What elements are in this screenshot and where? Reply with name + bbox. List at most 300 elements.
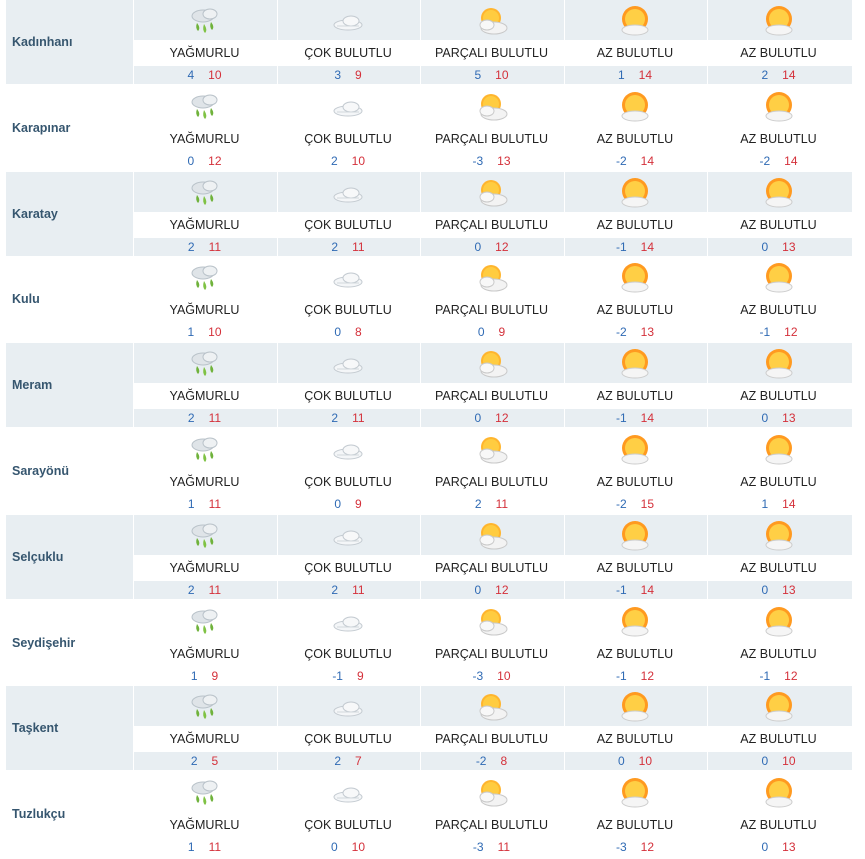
max-temperature: 10: [351, 840, 366, 855]
max-temperature: 13: [640, 325, 655, 340]
min-temperature: -1: [615, 411, 627, 426]
temperature-range: [278, 323, 419, 341]
temperature-range: [565, 667, 706, 685]
cloudy-icon: [331, 92, 365, 124]
temperature-range: [134, 838, 275, 856]
partly-cloudy-icon: [475, 778, 509, 810]
temperature-range: [134, 238, 275, 256]
max-temperature: 14: [640, 582, 655, 597]
mostly-sunny-icon: [762, 92, 796, 124]
max-temperature: 11: [208, 582, 222, 597]
temperature-range: [278, 752, 419, 770]
column-separator: [420, 772, 421, 856]
cloudy-icon: [331, 6, 365, 38]
temperature-range: [708, 409, 849, 427]
condition-label: ÇOK BULUTLU: [304, 646, 392, 661]
max-temperature: 12: [640, 668, 655, 683]
max-temperature: 10: [638, 754, 653, 769]
column-separator: [133, 257, 134, 341]
rain-cloud-icon: [188, 178, 222, 210]
max-temperature: 13: [782, 411, 796, 426]
temperature-range: [134, 495, 275, 513]
partly-cloudy-icon: [475, 435, 509, 467]
mostly-sunny-icon: [618, 92, 652, 124]
forecast-cell: [134, 257, 275, 341]
min-temperature: 0: [761, 754, 769, 769]
max-temperature: 11: [352, 239, 365, 254]
column-separator: [564, 257, 565, 341]
column-separator: [564, 429, 565, 513]
condition-label: ÇOK BULUTLU: [304, 818, 392, 833]
max-temperature: 13: [497, 153, 511, 168]
max-temperature: 14: [784, 153, 798, 168]
forecast-cell: [134, 772, 275, 856]
column-separator: [707, 257, 708, 341]
forecast-cell: [134, 429, 275, 513]
forecast-cell: [708, 601, 849, 685]
column-separator: [277, 257, 278, 341]
city-name[interactable]: Meram: [12, 378, 53, 393]
forecast-cell: [565, 343, 706, 427]
city-name[interactable]: Kulu: [12, 292, 40, 307]
city-name[interactable]: Taşkent: [12, 721, 59, 736]
temperature-range: [565, 838, 706, 856]
forecast-cell: [278, 515, 419, 599]
city-cell: [6, 772, 133, 856]
city-cell: [6, 429, 133, 513]
condition-label: ÇOK BULUTLU: [304, 217, 392, 232]
condition-label: PARÇALI BULUTLU: [435, 474, 548, 489]
temperature-range: [278, 838, 419, 856]
temperature-range: [421, 752, 562, 770]
condition-label: AZ BULUTLU: [740, 474, 817, 489]
partly-cloudy-icon: [475, 92, 509, 124]
forecast-cell: [134, 0, 275, 84]
forecast-row: [6, 257, 852, 343]
condition-label: YAĞMURLU: [169, 818, 240, 833]
forecast-cell: [134, 686, 275, 770]
column-separator: [707, 686, 708, 770]
max-temperature: 10: [497, 668, 511, 683]
temperature-range: [708, 667, 849, 685]
min-temperature: -3: [472, 668, 484, 683]
min-temperature: -1: [615, 239, 627, 254]
min-temperature: 0: [477, 325, 485, 340]
min-temperature: 0: [187, 153, 195, 168]
forecast-row: [6, 515, 852, 601]
condition-label: AZ BULUTLU: [740, 560, 817, 575]
mostly-sunny-icon: [762, 178, 796, 210]
cloudy-icon: [331, 435, 365, 467]
column-separator: [133, 601, 134, 685]
temperature-range: [421, 838, 562, 856]
mostly-sunny-icon: [762, 521, 796, 553]
condition-label: YAĞMURLU: [169, 732, 240, 747]
temperature-range: [708, 152, 849, 170]
forecast-cell: [421, 601, 562, 685]
mostly-sunny-icon: [618, 692, 652, 724]
mostly-sunny-icon: [762, 692, 796, 724]
city-cell: [6, 601, 133, 685]
column-separator: [564, 772, 565, 856]
min-temperature: 2: [331, 411, 339, 426]
forecast-cell: [565, 686, 706, 770]
condition-label: AZ BULUTLU: [740, 389, 817, 404]
temperature-range: [278, 495, 419, 513]
min-temperature: 0: [474, 239, 482, 254]
forecast-cell: [278, 257, 419, 341]
max-temperature: 9: [355, 496, 362, 511]
temperature-range: [278, 66, 419, 84]
min-temperature: -2: [615, 325, 627, 340]
max-temperature: 12: [784, 668, 798, 683]
column-separator: [133, 0, 134, 84]
column-separator: [564, 686, 565, 770]
condition-label: AZ BULUTLU: [596, 131, 674, 146]
min-temperature: 0: [761, 582, 769, 597]
city-name[interactable]: Kadınhanı: [12, 35, 73, 49]
column-separator: [277, 0, 278, 84]
mostly-sunny-icon: [618, 263, 652, 295]
forecast-row: [6, 0, 852, 86]
condition-label: ÇOK BULUTLU: [304, 46, 392, 60]
column-separator: [133, 172, 134, 256]
temperature-range: [421, 581, 562, 599]
forecast-cell: [421, 86, 562, 170]
column-separator: [420, 429, 421, 513]
partly-cloudy-icon: [475, 349, 509, 381]
city-cell: [6, 172, 133, 256]
cloudy-icon: [331, 178, 365, 210]
city-name[interactable]: Karapınar: [12, 120, 71, 135]
max-temperature: 14: [640, 239, 655, 254]
max-temperature: 14: [640, 411, 655, 426]
partly-cloudy-icon: [475, 607, 509, 639]
forecast-cell: [421, 686, 562, 770]
city-name[interactable]: Seydişehir: [12, 635, 76, 650]
condition-label: AZ BULUTLU: [596, 303, 674, 318]
temperature-range: [421, 66, 562, 84]
min-temperature: -1: [615, 582, 627, 597]
temperature-range: [421, 238, 562, 256]
column-separator: [420, 86, 421, 170]
forecast-cell: [278, 86, 419, 170]
forecast-cell: [421, 257, 562, 341]
forecast-cell: [134, 515, 275, 599]
temperature-range: [134, 409, 275, 427]
temperature-range: [421, 152, 562, 170]
min-temperature: 1: [761, 496, 769, 511]
condition-label: AZ BULUTLU: [596, 646, 674, 661]
city-cell: [6, 343, 133, 427]
max-temperature: 13: [782, 582, 796, 597]
temperature-range: [565, 581, 706, 599]
forecast-cell: [278, 601, 419, 685]
min-temperature: 2: [331, 582, 339, 597]
condition-label: ÇOK BULUTLU: [304, 560, 392, 575]
forecast-row: [6, 429, 852, 515]
forecast-cell: [708, 0, 849, 84]
condition-label: AZ BULUTLU: [596, 389, 674, 404]
partly-cloudy-icon: [475, 6, 509, 38]
temperature-range: [565, 152, 706, 170]
forecast-row: [6, 601, 852, 687]
forecast-cell: [421, 172, 562, 256]
temperature-range: [708, 752, 849, 770]
max-temperature: 11: [208, 840, 222, 855]
temperature-range: [708, 323, 849, 341]
condition-label: AZ BULUTLU: [596, 732, 674, 747]
min-temperature: -2: [615, 153, 627, 168]
forecast-cell: [278, 429, 419, 513]
mostly-sunny-icon: [762, 6, 796, 38]
max-temperature: 10: [495, 68, 509, 82]
column-separator: [564, 601, 565, 685]
rain-cloud-icon: [188, 263, 222, 295]
forecast-cell: [134, 172, 275, 256]
forecast-row: [6, 343, 852, 429]
cloudy-icon: [331, 692, 365, 724]
condition-label: PARÇALI BULUTLU: [435, 46, 548, 60]
temperature-range: [134, 66, 275, 84]
partly-cloudy-icon: [475, 521, 509, 553]
partly-cloudy-icon: [475, 692, 509, 724]
rain-cloud-icon: [188, 349, 222, 381]
forecast-cell: [278, 0, 419, 84]
city-name[interactable]: Sarayönü: [12, 463, 69, 478]
min-temperature: 2: [187, 239, 195, 254]
temperature-range: [421, 495, 562, 513]
city-name[interactable]: Tuzlukçu: [12, 807, 66, 822]
forecast-cell: [565, 601, 706, 685]
city-cell: [6, 515, 133, 599]
min-temperature: -1: [332, 668, 343, 683]
column-separator: [420, 343, 421, 427]
condition-label: PARÇALI BULUTLU: [435, 818, 548, 833]
min-temperature: 0: [334, 325, 341, 340]
forecast-cell: [134, 343, 275, 427]
temperature-range: [278, 667, 419, 685]
column-separator: [707, 601, 708, 685]
min-temperature: -2: [615, 496, 627, 511]
column-separator: [133, 772, 134, 856]
min-temperature: 0: [330, 840, 338, 855]
condition-label: ÇOK BULUTLU: [304, 131, 392, 146]
max-temperature: 10: [208, 68, 222, 82]
max-temperature: 14: [640, 153, 655, 168]
max-temperature: 10: [351, 153, 366, 168]
forecast-cell: [708, 429, 849, 513]
max-temperature: 12: [784, 325, 798, 340]
column-separator: [277, 515, 278, 599]
temperature-range: [565, 66, 706, 84]
forecast-cell: [421, 772, 562, 856]
max-temperature: 11: [208, 411, 222, 426]
cloudy-icon: [331, 607, 365, 639]
temperature-range: [134, 152, 275, 170]
condition-label: YAĞMURLU: [169, 389, 240, 404]
max-temperature: 10: [208, 325, 222, 340]
condition-label: ÇOK BULUTLU: [304, 303, 392, 318]
temperature-range: [708, 581, 849, 599]
column-separator: [564, 343, 565, 427]
condition-label: YAĞMURLU: [169, 560, 240, 575]
min-temperature: 1: [187, 840, 195, 855]
column-separator: [277, 343, 278, 427]
mostly-sunny-icon: [618, 6, 652, 38]
max-temperature: 15: [640, 496, 655, 511]
forecast-cell: [134, 601, 275, 685]
min-temperature: -3: [472, 153, 484, 168]
max-temperature: 8: [355, 325, 362, 340]
mostly-sunny-icon: [618, 778, 652, 810]
forecast-cell: [708, 343, 849, 427]
max-temperature: 13: [782, 239, 796, 254]
min-temperature: 0: [474, 582, 482, 597]
column-separator: [707, 772, 708, 856]
column-separator: [420, 257, 421, 341]
condition-label: AZ BULUTLU: [596, 474, 674, 489]
max-temperature: 12: [640, 840, 655, 855]
city-cell: [6, 257, 133, 341]
mostly-sunny-icon: [762, 349, 796, 381]
condition-label: PARÇALI BULUTLU: [435, 732, 548, 747]
column-separator: [420, 601, 421, 685]
forecast-row: [6, 686, 852, 772]
cloudy-icon: [331, 778, 365, 810]
min-temperature: -1: [615, 668, 627, 683]
max-temperature: 14: [782, 68, 796, 82]
forecast-cell: [421, 343, 562, 427]
min-temperature: -2: [475, 754, 487, 769]
condition-label: AZ BULUTLU: [740, 46, 817, 60]
temperature-range: [708, 838, 849, 856]
condition-label: AZ BULUTLU: [596, 818, 674, 833]
temperature-range: [565, 495, 706, 513]
column-separator: [420, 172, 421, 256]
condition-label: PARÇALI BULUTLU: [435, 389, 548, 404]
min-temperature: 0: [761, 840, 769, 855]
max-temperature: 14: [638, 68, 653, 82]
min-temperature: 0: [761, 411, 769, 426]
cloudy-icon: [331, 521, 365, 553]
temperature-range: [421, 409, 562, 427]
column-separator: [133, 686, 134, 770]
min-temperature: -1: [759, 668, 771, 683]
forecast-cell: [565, 429, 706, 513]
max-temperature: 9: [211, 668, 219, 683]
column-separator: [277, 686, 278, 770]
condition-label: YAĞMURLU: [169, 474, 240, 489]
min-temperature: 2: [331, 239, 339, 254]
condition-label: AZ BULUTLU: [596, 217, 674, 232]
forecast-cell: [278, 772, 419, 856]
forecast-cell: [565, 86, 706, 170]
column-separator: [564, 86, 565, 170]
condition-label: AZ BULUTLU: [740, 818, 817, 833]
forecast-row: [6, 172, 852, 258]
forecast-cell: [708, 257, 849, 341]
max-temperature: 12: [495, 411, 509, 426]
min-temperature: 1: [190, 668, 198, 683]
condition-label: ÇOK BULUTLU: [304, 474, 392, 489]
condition-label: YAĞMURLU: [169, 303, 240, 318]
mostly-sunny-icon: [762, 263, 796, 295]
condition-label: PARÇALI BULUTLU: [435, 303, 548, 318]
city-cell: [6, 86, 133, 170]
column-separator: [707, 172, 708, 256]
forecast-cell: [708, 686, 849, 770]
column-separator: [277, 86, 278, 170]
temperature-range: [565, 409, 706, 427]
column-separator: [564, 515, 565, 599]
condition-label: PARÇALI BULUTLU: [435, 646, 548, 661]
rain-cloud-icon: [188, 521, 222, 553]
temperature-range: [278, 238, 419, 256]
condition-label: YAĞMURLU: [169, 646, 240, 661]
cloudy-icon: [331, 349, 365, 381]
min-temperature: 0: [761, 239, 769, 254]
max-temperature: 9: [355, 68, 362, 82]
max-temperature: 12: [495, 582, 509, 597]
city-name[interactable]: Selçuklu: [12, 549, 64, 564]
column-separator: [564, 172, 565, 256]
mostly-sunny-icon: [618, 607, 652, 639]
min-temperature: 0: [617, 754, 625, 769]
forecast-cell: [565, 0, 706, 84]
forecast-table: [6, 0, 852, 858]
min-temperature: 1: [617, 68, 625, 82]
temperature-range: [565, 752, 706, 770]
city-name[interactable]: Karatay: [12, 206, 58, 221]
rain-cloud-icon: [188, 435, 222, 467]
forecast-cell: [278, 343, 419, 427]
column-separator: [133, 429, 134, 513]
column-separator: [420, 515, 421, 599]
max-temperature: 13: [782, 840, 796, 855]
max-temperature: 14: [782, 496, 796, 511]
max-temperature: 12: [208, 153, 222, 168]
temperature-range: [565, 238, 706, 256]
min-temperature: 2: [761, 68, 769, 82]
max-temperature: 7: [355, 754, 362, 769]
min-temperature: -2: [759, 153, 771, 168]
min-temperature: 1: [187, 325, 195, 340]
column-separator: [707, 515, 708, 599]
forecast-cell: [565, 772, 706, 856]
column-separator: [420, 686, 421, 770]
forecast-cell: [565, 257, 706, 341]
min-temperature: 0: [334, 496, 341, 511]
forecast-row: [6, 772, 852, 858]
forecast-cell: [565, 515, 706, 599]
partly-cloudy-icon: [475, 263, 509, 295]
min-temperature: 0: [474, 411, 482, 426]
rain-cloud-icon: [188, 6, 222, 38]
rain-cloud-icon: [188, 92, 222, 124]
forecast-cell: [421, 429, 562, 513]
temperature-range: [134, 752, 275, 770]
temperature-range: [565, 323, 706, 341]
max-temperature: 11: [208, 239, 222, 254]
column-separator: [564, 0, 565, 84]
condition-label: ÇOK BULUTLU: [304, 732, 392, 747]
forecast-cell: [421, 515, 562, 599]
partly-cloudy-icon: [475, 178, 509, 210]
max-temperature: 11: [352, 411, 365, 426]
temperature-range: [278, 581, 419, 599]
min-temperature: 2: [187, 582, 195, 597]
